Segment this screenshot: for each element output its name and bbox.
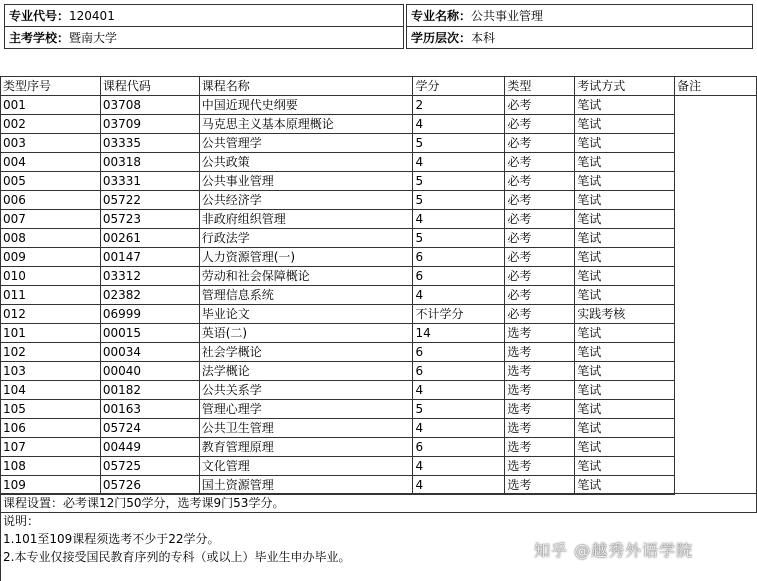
table-row <box>1 381 757 400</box>
table-cell: 必考 <box>505 305 575 324</box>
info-row-1 <box>5 5 753 27</box>
table-cell: 笔试 <box>575 457 675 476</box>
table-cell: 文化管理 <box>199 457 413 476</box>
table-row <box>1 96 757 115</box>
table-row <box>1 324 757 343</box>
table-cell: 笔试 <box>575 324 675 343</box>
table-cell: 00163 <box>100 400 199 419</box>
table-cell: 管理信息系统 <box>199 286 413 305</box>
table-cell: 笔试 <box>575 210 675 229</box>
header-cell: 类型序号 <box>1 77 101 96</box>
table-cell: 108 <box>1 457 101 476</box>
table-cell: 必考 <box>505 229 575 248</box>
table-cell: 003 <box>1 134 101 153</box>
table-cell: 00040 <box>100 362 199 381</box>
notes-title: 说明： <box>3 514 40 528</box>
table-cell: 05723 <box>100 210 199 229</box>
table-cell: 109 <box>1 476 101 495</box>
table-cell: 007 <box>1 210 101 229</box>
course-table <box>0 76 757 495</box>
table-cell: 103 <box>1 362 101 381</box>
table-cell: 必考 <box>505 96 575 115</box>
table-cell: 笔试 <box>575 172 675 191</box>
table-cell: 5 <box>413 172 505 191</box>
table-cell: 选考 <box>505 419 575 438</box>
table-cell: 国土资源管理 <box>199 476 413 495</box>
table-cell: 公共经济学 <box>199 191 413 210</box>
level-label: 学历层次： <box>411 31 472 45</box>
table-cell: 选考 <box>505 362 575 381</box>
table-cell: 011 <box>1 286 101 305</box>
table-row <box>1 153 757 172</box>
watermark: 知乎 @越秀外语学院 <box>534 541 694 560</box>
table-cell: 2 <box>413 96 505 115</box>
table-cell: 选考 <box>505 438 575 457</box>
table-row <box>1 438 757 457</box>
course-table-body <box>1 77 757 495</box>
table-cell: 法学概论 <box>199 362 413 381</box>
table-cell: 106 <box>1 419 101 438</box>
major-code-value: 120401 <box>69 9 115 23</box>
table-cell: 笔试 <box>575 229 675 248</box>
table-cell: 5 <box>413 229 505 248</box>
table-cell: 06999 <box>100 305 199 324</box>
table-cell: 笔试 <box>575 362 675 381</box>
table-cell: 03331 <box>100 172 199 191</box>
table-cell: 笔试 <box>575 400 675 419</box>
major-code-label: 专业代号： <box>9 9 70 23</box>
table-row <box>1 286 757 305</box>
table-cell: 006 <box>1 191 101 210</box>
table-cell: 05722 <box>100 191 199 210</box>
table-cell: 03709 <box>100 115 199 134</box>
table-row <box>1 400 757 419</box>
table-row <box>1 343 757 362</box>
table-cell: 00318 <box>100 153 199 172</box>
table-cell: 101 <box>1 324 101 343</box>
table-cell: 008 <box>1 229 101 248</box>
table-cell: 00034 <box>100 343 199 362</box>
table-cell: 笔试 <box>575 115 675 134</box>
table-cell: 00015 <box>100 324 199 343</box>
table-cell: 公共卫生管理 <box>199 419 413 438</box>
table-cell: 00147 <box>100 248 199 267</box>
table-cell: 笔试 <box>575 248 675 267</box>
table-cell: 00182 <box>100 381 199 400</box>
header-cell: 类型 <box>505 77 575 96</box>
table-cell: 102 <box>1 343 101 362</box>
table-cell: 00449 <box>100 438 199 457</box>
note-line: 2.本专业仅接受国民教育序列的专科（或以上）毕业生申办毕业。 <box>3 550 351 564</box>
level-value: 本科 <box>471 31 496 45</box>
table-cell: 001 <box>1 96 101 115</box>
table-row <box>1 210 757 229</box>
table-cell: 选考 <box>505 381 575 400</box>
table-cell: 5 <box>413 134 505 153</box>
table-cell: 03708 <box>100 96 199 115</box>
table-cell: 010 <box>1 267 101 286</box>
table-row <box>1 191 757 210</box>
table-cell: 笔试 <box>575 286 675 305</box>
table-cell: 002 <box>1 115 101 134</box>
table-cell: 选考 <box>505 400 575 419</box>
table-cell: 选考 <box>505 324 575 343</box>
table-row <box>1 115 757 134</box>
table-cell: 非政府组织管理 <box>199 210 413 229</box>
level-cell <box>407 27 753 49</box>
table-cell: 必考 <box>505 248 575 267</box>
table-cell: 公共政策 <box>199 153 413 172</box>
table-cell: 6 <box>413 343 505 362</box>
table-cell: 选考 <box>505 476 575 495</box>
info-row-2 <box>5 27 753 49</box>
header-cell: 学分 <box>413 77 505 96</box>
table-cell: 必考 <box>505 210 575 229</box>
table-cell: 公共管理学 <box>199 134 413 153</box>
remarks-cell <box>675 96 757 495</box>
table-cell: 105 <box>1 400 101 419</box>
table-cell: 选考 <box>505 343 575 362</box>
table-cell: 5 <box>413 400 505 419</box>
table-row <box>1 229 757 248</box>
table-cell: 笔试 <box>575 96 675 115</box>
table-cell: 4 <box>413 153 505 172</box>
table-cell: 笔试 <box>575 134 675 153</box>
table-cell: 社会学概论 <box>199 343 413 362</box>
table-cell: 4 <box>413 210 505 229</box>
table-cell: 毕业论文 <box>199 305 413 324</box>
school-cell <box>5 27 404 49</box>
table-cell: 中国近现代史纲要 <box>199 96 413 115</box>
table-cell: 03312 <box>100 267 199 286</box>
table-cell: 笔试 <box>575 267 675 286</box>
table-row <box>1 457 757 476</box>
school-value: 暨南大学 <box>69 31 118 45</box>
table-cell: 马克思主义基本原理概论 <box>199 115 413 134</box>
table-row <box>1 267 757 286</box>
table-cell: 4 <box>413 381 505 400</box>
table-cell: 4 <box>413 457 505 476</box>
table-row <box>1 172 757 191</box>
table-cell: 选考 <box>505 457 575 476</box>
table-row <box>1 248 757 267</box>
table-cell: 笔试 <box>575 381 675 400</box>
table-cell: 管理心理学 <box>199 400 413 419</box>
course-summary: 课程设置：必考课12门50学分，选考课9门53学分。 <box>0 493 757 513</box>
table-cell: 笔试 <box>575 438 675 457</box>
table-cell: 英语(二) <box>199 324 413 343</box>
note-line: 1.101至109课程须选考不少于22学分。 <box>3 532 220 546</box>
table-cell: 笔试 <box>575 191 675 210</box>
table-cell: 笔试 <box>575 476 675 495</box>
table-cell: 00261 <box>100 229 199 248</box>
major-name-label: 专业名称： <box>411 9 472 23</box>
school-label: 主考学校： <box>9 31 70 45</box>
table-cell: 03335 <box>100 134 199 153</box>
table-row <box>1 134 757 153</box>
table-cell: 必考 <box>505 286 575 305</box>
table-row <box>1 305 757 324</box>
major-name-cell <box>407 5 753 27</box>
table-cell: 不计学分 <box>413 305 505 324</box>
table-cell: 107 <box>1 438 101 457</box>
table-row <box>1 419 757 438</box>
table-cell: 6 <box>413 362 505 381</box>
table-cell: 104 <box>1 381 101 400</box>
header-cell: 备注 <box>675 77 757 96</box>
major-info-table <box>4 4 753 49</box>
table-cell: 004 <box>1 153 101 172</box>
header-cell: 考试方式 <box>575 77 675 96</box>
table-row <box>1 476 757 495</box>
table-cell: 公共关系学 <box>199 381 413 400</box>
table-cell: 劳动和社会保障概论 <box>199 267 413 286</box>
table-cell: 教育管理原理 <box>199 438 413 457</box>
table-cell: 14 <box>413 324 505 343</box>
table-cell: 05725 <box>100 457 199 476</box>
table-cell: 4 <box>413 115 505 134</box>
table-cell: 行政法学 <box>199 229 413 248</box>
major-name-value: 公共事业管理 <box>471 9 544 23</box>
table-cell: 6 <box>413 248 505 267</box>
table-cell: 笔试 <box>575 153 675 172</box>
table-cell: 5 <box>413 191 505 210</box>
table-cell: 009 <box>1 248 101 267</box>
table-cell: 笔试 <box>575 419 675 438</box>
header-cell: 课程代码 <box>100 77 199 96</box>
table-cell: 必考 <box>505 134 575 153</box>
table-cell: 必考 <box>505 115 575 134</box>
table-cell: 人力资源管理(一) <box>199 248 413 267</box>
table-cell: 4 <box>413 476 505 495</box>
table-cell: 必考 <box>505 172 575 191</box>
table-cell: 4 <box>413 419 505 438</box>
table-cell: 6 <box>413 267 505 286</box>
header-cell: 课程名称 <box>199 77 413 96</box>
table-cell: 05724 <box>100 419 199 438</box>
major-code-cell <box>5 5 404 27</box>
table-cell: 005 <box>1 172 101 191</box>
table-cell: 笔试 <box>575 343 675 362</box>
table-cell: 必考 <box>505 267 575 286</box>
table-header-row <box>1 77 757 96</box>
table-cell: 实践考核 <box>575 305 675 324</box>
table-cell: 012 <box>1 305 101 324</box>
table-row <box>1 362 757 381</box>
table-cell: 4 <box>413 286 505 305</box>
table-cell: 02382 <box>100 286 199 305</box>
table-cell: 6 <box>413 438 505 457</box>
table-cell: 必考 <box>505 191 575 210</box>
table-cell: 05726 <box>100 476 199 495</box>
table-cell: 必考 <box>505 153 575 172</box>
table-cell: 公共事业管理 <box>199 172 413 191</box>
